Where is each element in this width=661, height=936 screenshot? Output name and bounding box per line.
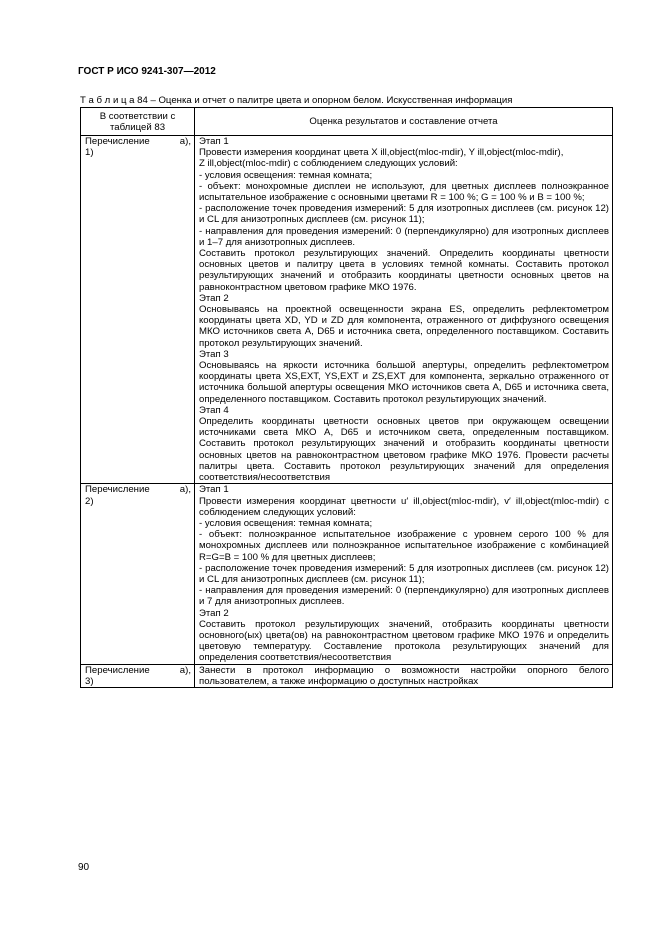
reference-enumeration: Перечисление а),: [85, 136, 191, 147]
table-row: [81, 136, 613, 484]
column-header-evaluation: Оценка результатов и составление отчета: [195, 108, 613, 136]
condition-item: - расположение точек проведения измерений: 5 для изотропных дисплеев (см. рисунок 12) и CL для анизотропных дисплеев (см. рисунок 11);: [199, 562, 609, 585]
stage-title: Этап 1: [199, 136, 229, 147]
column-header-reference: В соответствии с таблицей 83: [81, 108, 195, 136]
row-content: [195, 484, 613, 664]
stage-title: Этап 2: [199, 607, 229, 619]
stage-title: Этап 2: [199, 292, 229, 304]
row-content: [195, 664, 613, 687]
paragraph: Провести измерения координат цветности u′ ill,object(mloc-mdir), v′ ill,object(mloc-mdir) с соблюдением следующих условий:: [199, 495, 609, 518]
paragraph: Составить протокол результирующих значений. Определить координаты цветности основных цветов и палитру цвета в условиях темной комнаты. Составить протокол результирующих значений и отобразить координаты цветности основных цветов на равноконтрастном цветовом графике МКО 1976.: [199, 248, 609, 293]
stage-title: Этап 4: [199, 404, 229, 416]
row-content: [195, 136, 613, 484]
stage-title: Этап 3: [199, 348, 229, 360]
condition-item: - объект: монохромные дисплеи не используют, для цветных дисплеев полноэкранное испытательное изображение с основными цветами R = 100 %; G = 100 % и B = 100 %;: [199, 180, 609, 204]
row-reference: [81, 484, 195, 664]
evaluation-table: [80, 107, 613, 688]
condition-item: - направления для проведения измерений: 0 (перпендикулярно) для изотропных дисплеев и 1–7 для анизотропных дисплеев.: [199, 225, 609, 248]
reference-enumeration: Перечисление а),: [85, 484, 191, 496]
condition-item: - расположение точек проведения измерений: 5 для изотропных дисплеев (см. рисунок 12) и CL для анизотропных дисплеев (см. рисунок 11);: [199, 203, 609, 226]
paragraph: Определить координаты цветности основных цветов при окружающем освещении источниками света МКО A, D65 и источником света, определенным поставщиком. Составить протокол результирующих значений и отобразить координаты цветности основных цветов на равноконтрастном цветовом графике МКО 1976. Провести расчеты палитры цвета. Составить протокол результирующих значений для определения соответствия/несоответствия: [199, 416, 609, 484]
reference-enumeration: Перечисление а),: [85, 664, 191, 676]
row-reference: [81, 136, 195, 484]
paragraph: Z ill,object(mloc-mdir) с соблюдением следующих условий:: [199, 158, 458, 170]
document-code: ГОСТ Р ИСО 9241-307—2012: [78, 66, 216, 77]
reference-item: 3): [85, 675, 94, 687]
condition-item: - объект: полноэкранное испытательное изображение с уровнем серого 100 % для монохромных дисплеев или полноэкранное испытательное изображение с комбинацией R=G=B = 100 % для цветных дисплеев;: [199, 529, 609, 563]
paragraph: Составить протокол результирующих значений, отобразить координаты цветности основного(ых) цвета(ов) на равноконтрастном цветовом графике МКО 1976 и определить цветовую температуру. Составление протокола результирующих значений для определения соответствия/несоответствия: [199, 618, 609, 664]
paragraph: Занести в протокол информацию о возможности настройки опорного белого пользователем, а также информацию о доступных настройках: [199, 664, 609, 687]
paragraph: Основываясь на проектной освещенности экрана ES, определить рефлектометром координаты цвета XD, YD и ZD для компонента, отраженного от диффузного освещения МКО источников света A, D65 и источника света, определенного поставщиком. Составить протокол результирующих значений.: [199, 304, 609, 349]
page-number: 90: [78, 862, 90, 873]
row-reference: [81, 664, 195, 687]
reference-item: 2): [85, 495, 94, 507]
condition-item: - направления для проведения измерений: 0 (перпендикулярно) для изотропных дисплеев и 7 для анизотропных дисплеев.: [199, 585, 609, 608]
table-row: [81, 484, 613, 664]
table-header-row: [81, 108, 613, 136]
table-caption: Т а б л и ц а 84 – Оценка и отчет о палитре цвета и опорном белом. Искусственная информация: [80, 95, 513, 106]
table-row: [81, 664, 613, 687]
paragraph: Основываясь на яркости источника большой апертуры, определить рефлектометром координаты цвета XS,EXT, YS,EXT и ZS,EXT для компонента, зеркально отраженного от источника большой апертуры освещения МКО источников света A, D65 и источника света, определенного поставщиком. Составить протокол результирующих значений.: [199, 360, 609, 405]
stage-title: Этап 1: [199, 484, 229, 496]
reference-item: 1): [85, 147, 94, 159]
paragraph: Провести измерения координат цвета X ill,object(mloc-mdir), Y ill,object(mloc-mdir),: [199, 147, 564, 159]
condition-item: - условия освещения: темная комната;: [199, 517, 373, 529]
condition-item: - условия освещения: темная комната;: [199, 169, 373, 181]
